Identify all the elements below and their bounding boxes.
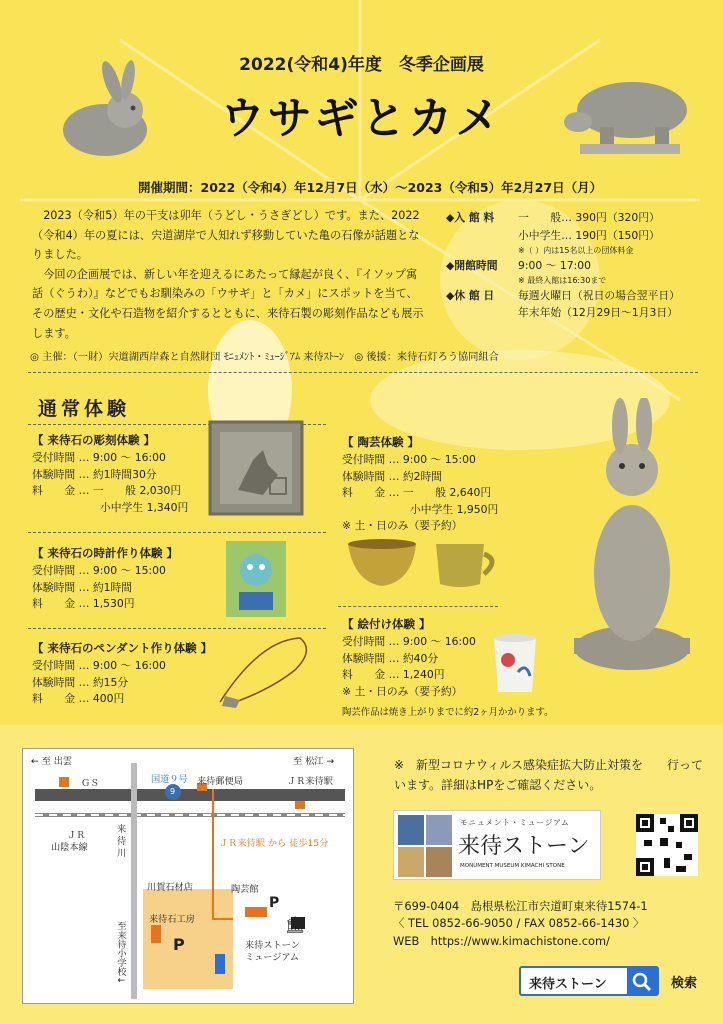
map-river-1: 来 bbox=[117, 824, 127, 835]
pottery-title: 【 陶芸体験 】 bbox=[342, 435, 420, 449]
pottery-fee-child: 小中学生 1,950円 bbox=[410, 502, 499, 516]
clock-experience bbox=[32, 545, 178, 613]
carving-title: 【 来待石の彫刻体験 】 bbox=[32, 433, 156, 447]
painting-fee: 料 金 … 1,240円 bbox=[342, 668, 445, 682]
section-title: 通常体験 bbox=[38, 398, 131, 420]
divider bbox=[28, 628, 326, 629]
map-walk-route: ＪＲ来待駅 から 徒歩15分 bbox=[219, 838, 329, 849]
clock-duration: 体験時間 … 約1時間 bbox=[32, 580, 133, 594]
map-parking-2: P bbox=[173, 935, 185, 954]
map-museum-2: ミュージアム bbox=[245, 952, 300, 963]
pottery-fee: 料 金 … 一 般 2,640円 bbox=[342, 486, 492, 500]
phone-fax: 〈 TEL 0852-66-9050 / FAX 0852-66-1430 〉 bbox=[393, 916, 645, 931]
painting-reception: 受付時間 … 9:00 ～ 16:00 bbox=[342, 635, 476, 649]
map-route-number: 9 bbox=[170, 787, 176, 796]
carving-fee-child: 小中学生 1,340円 bbox=[100, 500, 189, 514]
logo-main-text: 来待ストーン bbox=[458, 834, 590, 859]
carving-reception: 受付時間 … 9:00 ～ 16:00 bbox=[32, 451, 166, 465]
postal-address: 〒699-0404 島根県松江市宍道町東来待1574-1 bbox=[393, 899, 648, 913]
map-workshop: 来待石工房 bbox=[149, 914, 195, 925]
covid-notice: ※ 新型コロナウィルス感染症拡大防止対策を 行っています。詳細はHPをご確認ください。 bbox=[394, 758, 703, 792]
map-river-2: 待 bbox=[117, 836, 127, 847]
intro-text bbox=[32, 206, 428, 343]
clock-photo bbox=[225, 540, 287, 618]
clock-reception: 受付時間 … 9:00 ～ 15:00 bbox=[32, 564, 166, 578]
painting-experience bbox=[342, 616, 476, 700]
painted-cup-photo bbox=[490, 632, 540, 696]
group-note: ※（ ）内は15名以上の団体料金 bbox=[518, 246, 634, 255]
carving-experience bbox=[32, 432, 188, 516]
search-icon bbox=[627, 968, 657, 994]
pendant-photo bbox=[200, 630, 320, 710]
map-jr-line-1: ＪＲ bbox=[67, 830, 86, 841]
closed-weekly: 毎週火曜日（祝日の場合翌平日） bbox=[518, 289, 680, 302]
map-to-izumo: ← 至 出雲 bbox=[31, 756, 73, 767]
pottery-footnote: 陶芸作品は焼き上がりまでに約2ヶ月かかります。 bbox=[342, 707, 554, 718]
admission-child: 小中学生… 190円（150円） bbox=[518, 229, 660, 242]
map-river-3: 川 bbox=[117, 848, 127, 859]
pottery-duration: 体験時間 … 約2時間 bbox=[342, 469, 443, 483]
website-link[interactable]: WEB https://www.kimachistone.com/ bbox=[393, 933, 610, 948]
painting-duration: 体験時間 … 約40分 bbox=[342, 651, 439, 665]
search-box[interactable] bbox=[519, 966, 659, 996]
pottery-reception: 受付時間 … 9:00 ～ 15:00 bbox=[342, 453, 476, 467]
closed-label: ◆休 館 日 bbox=[446, 289, 495, 302]
intro-paragraph-1: 2023（令和5）年の干支は卯年（うどし・うさぎどし）です。また、2022（令和4）年の夏には、宍道湖岸で人知れず移動していた亀の石像が話題となりました。 bbox=[32, 209, 420, 262]
pendant-title: 【 来待石のペンダント作り体験 】 bbox=[32, 641, 213, 655]
address-block bbox=[393, 898, 648, 950]
pottery-photo bbox=[344, 538, 504, 594]
access-map bbox=[22, 748, 354, 1004]
exhibition-pretitle: 2022(令和4)年度 冬季企画展 bbox=[239, 55, 484, 75]
map-post-office: 来待郵便局 bbox=[197, 776, 243, 787]
divider bbox=[338, 606, 498, 607]
hours-label: ◆開館時間 bbox=[446, 259, 498, 272]
admission-adult: 一 般… 390円（320円） bbox=[518, 211, 660, 224]
map-to-school: 至来待小学校↓ bbox=[115, 921, 126, 984]
closed-newyear: 年末年始（12月29日～1月3日） bbox=[518, 306, 678, 319]
logo-sub-text: MONUMENT MUSEUM KIMACHI STONE bbox=[460, 863, 565, 869]
map-kagawa-stone: 川賀石材店 bbox=[147, 882, 193, 893]
pendant-reception: 受付時間 … 9:00 ～ 16:00 bbox=[32, 659, 166, 673]
painting-title: 【 絵付け体験 】 bbox=[342, 617, 431, 631]
pendant-duration: 体験時間 … 約15分 bbox=[32, 675, 129, 689]
map-roads bbox=[23, 749, 354, 1004]
divider bbox=[28, 532, 326, 533]
pendant-fee: 料 金 … 400円 bbox=[32, 692, 125, 706]
search-button[interactable] bbox=[627, 968, 657, 994]
map-gs: ＧＳ bbox=[81, 778, 100, 789]
museum-logo bbox=[393, 810, 601, 880]
last-entry-note: ※ 最終入館は16:30まで bbox=[518, 276, 607, 285]
museum-icon: 🏛 bbox=[285, 915, 306, 934]
map-jr-line-2: 山陰本線 bbox=[51, 842, 88, 853]
pottery-experience bbox=[342, 434, 498, 534]
exhibition-title: ウサギとカメ bbox=[220, 93, 503, 144]
logo-tiles-icon bbox=[398, 815, 452, 877]
admission-label: ◆入 館 料 bbox=[446, 211, 495, 224]
hours-value: 9:00 ～ 17:00 bbox=[518, 259, 592, 272]
map-jr-station: ＪＲ来待駅 bbox=[287, 776, 333, 787]
carving-duration: 体験時間 … 約1時間30分 bbox=[32, 467, 157, 481]
clock-fee: 料 金 … 1,530円 bbox=[32, 597, 135, 611]
exhibition-period: 開催期間：2022（令和4）年12月7日（水）～2023（令和5）年2月27日（月） bbox=[138, 180, 603, 195]
qr-code[interactable] bbox=[636, 814, 698, 876]
divider bbox=[28, 372, 698, 373]
pendant-experience bbox=[32, 640, 212, 708]
search-query: 来待ストーン bbox=[529, 977, 607, 992]
map-museum-1: 来待ストーン bbox=[245, 940, 300, 951]
painting-note: ※ 土・日のみ（要予約） bbox=[342, 684, 463, 698]
large-rabbit-statue-photo bbox=[570, 398, 695, 678]
pottery-note: ※ 土・日のみ（要予約） bbox=[342, 519, 463, 533]
map-parking-1: P bbox=[269, 895, 280, 911]
map-to-matsue: 至 松江 → bbox=[293, 756, 335, 767]
map-route-label: 国道９号 bbox=[151, 774, 188, 785]
carving-fee: 料 金 … 一 般 2,030円 bbox=[32, 484, 182, 498]
intro-paragraph-2: 今回の企画展では、新しい年を迎えるにあたって縁起が良く、『イソップ寓話（ぐうわ）』などでもお馴染みの「ウサギ」と「カメ」にスポットを当て、その歴史・文化や石造物を紹介するとともに、来待石製の彫刻作品なども展示します。 bbox=[32, 267, 424, 340]
map-pottery-hall: 陶芸館 bbox=[231, 884, 259, 895]
sponsor-line: ◎ 主催：（一財）宍道湖西岸森と自然財団 ﾓﾆｭﾒﾝﾄ・ﾐｭｰｼﾞｱﾑ 来待ｽﾄｰﾝ ◎ 後援：来待石灯ろう協同組合 bbox=[30, 352, 499, 363]
clock-title: 【 来待石の時計作り体験 】 bbox=[32, 546, 179, 560]
logo-top-text: モニュメント・ミュージアム bbox=[460, 818, 570, 827]
carving-photo bbox=[208, 420, 304, 516]
search-label: 検索 bbox=[671, 976, 698, 991]
